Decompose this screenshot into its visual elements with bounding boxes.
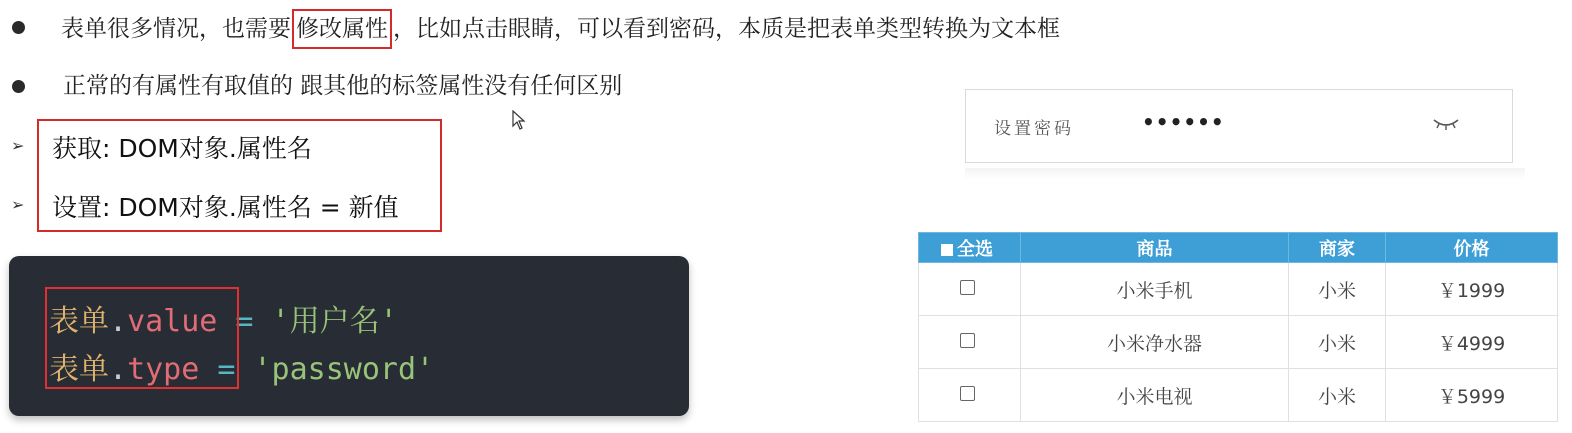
row-checkbox-cell — [919, 263, 1021, 316]
table-row — [919, 316, 1558, 369]
row-checkbox[interactable] — [960, 333, 975, 348]
highlight-modify-attribute: 修改属性 — [292, 9, 392, 49]
row-checkbox[interactable] — [960, 280, 975, 295]
row-checkbox[interactable] — [960, 386, 975, 401]
rule-get: 获取: DOM对象.属性名 — [52, 134, 312, 163]
product-name: 小米电视 — [1021, 369, 1289, 422]
cart-header-row — [919, 233, 1558, 263]
shop-name: 小米 — [1289, 316, 1386, 369]
header-shop: 商家 — [1289, 233, 1386, 263]
arrow-bullet-get-icon: ➢ — [11, 136, 25, 155]
code-highlight-box — [45, 287, 239, 389]
password-panel — [965, 89, 1513, 163]
table-row — [919, 369, 1558, 422]
select-all-checkbox[interactable] — [941, 244, 953, 256]
product-name: 小米净水器 — [1021, 316, 1289, 369]
password-label: 设置密码 — [994, 119, 1074, 139]
code-line-type: 表单.type = 'password' — [49, 352, 435, 387]
row-checkbox-cell — [919, 316, 1021, 369]
bullet-1-pre: 表单很多情况，也需要 — [61, 16, 291, 42]
bullet-line-2: 正常的有属性有取值的 跟其他的标签属性没有任何区别 — [63, 73, 623, 99]
select-all-header[interactable]: 全选 — [919, 233, 1021, 263]
arrow-bullet-set-icon: ➢ — [11, 195, 25, 214]
bullet-dot-2 — [12, 80, 25, 93]
price: ￥1999 — [1386, 263, 1558, 316]
get-set-rules-box — [37, 119, 442, 232]
password-input[interactable]: •••••• — [1142, 110, 1225, 134]
mouse-cursor-icon — [512, 110, 526, 130]
row-checkbox-cell — [919, 369, 1021, 422]
price: ￥4999 — [1386, 316, 1558, 369]
bullet-line-1 — [61, 9, 1060, 49]
table-row — [919, 263, 1558, 316]
bullet-1-post: ，比如点击眼睛，可以看到密码，本质是把表单类型转换为文本框 — [393, 16, 1060, 42]
panel-shadow — [965, 168, 1525, 180]
shop-name: 小米 — [1289, 263, 1386, 316]
cart-table — [918, 232, 1558, 422]
rule-set: 设置: DOM对象.属性名 = 新值 — [52, 193, 399, 222]
header-product: 商品 — [1021, 233, 1289, 263]
product-name: 小米手机 — [1021, 263, 1289, 316]
bullet-dot-1 — [12, 21, 25, 34]
code-line-value: 表单.value = '用户名' — [49, 304, 398, 339]
price: ￥5999 — [1386, 369, 1558, 422]
eye-closed-icon[interactable] — [1432, 116, 1460, 132]
shop-name: 小米 — [1289, 369, 1386, 422]
header-price: 价格 — [1386, 233, 1558, 263]
